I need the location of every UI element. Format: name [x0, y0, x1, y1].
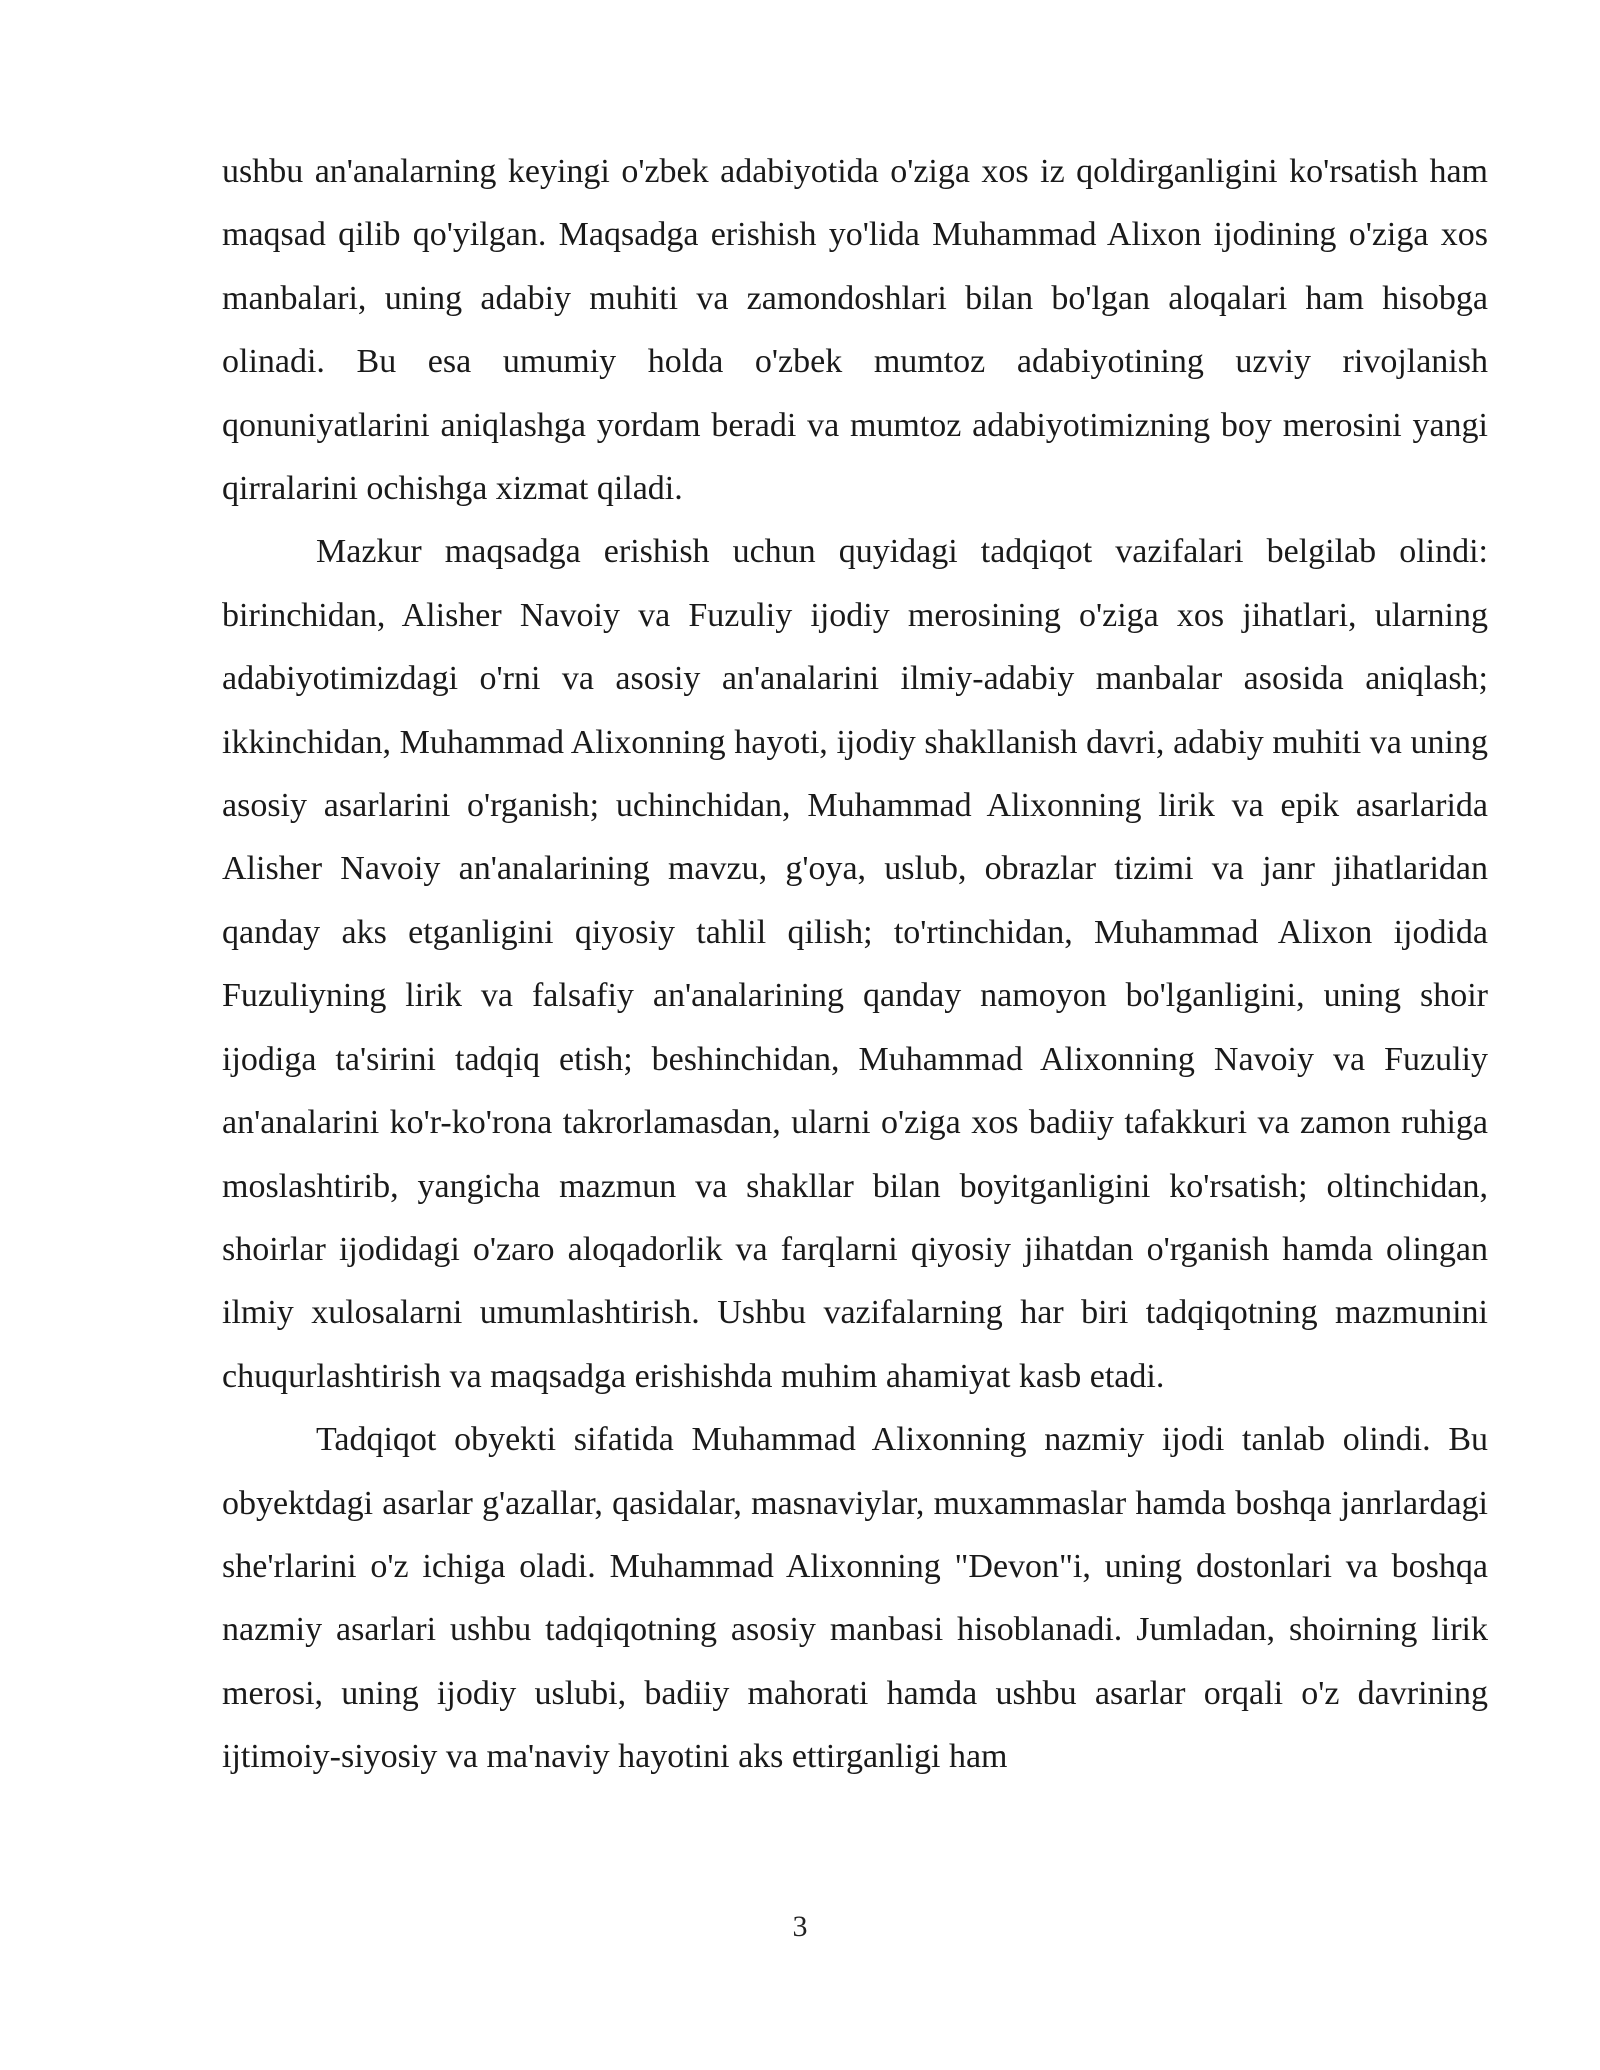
body-text — [222, 140, 1488, 1789]
paragraph-2: Mazkur maqsadga erishish uchun quyidagi tadqiqot vazifalari belgilab olindi: birinchidan, Alisher Navoiy va Fuzuliy ijodiy merosining o'ziga xos jihatlari, ularning adabiyotimizdagi o'rni va asosiy an'analarini ilmiy-adabiy manbalar asosida aniqlash; ikkinchidan, Muhammad Alixonning hayoti, ijodiy shakllanish davri, adabiy muhiti va uning asosiy asarlarini o'rganish; uchinchidan, Muhammad Alixonning lirik va epik asarlarida Alisher Navoiy an'analarining mavzu, g'oya, uslub, obrazlar tizimi va janr jihatlaridan qanday aks etganligini qiyosiy tahlil qilish; to'rtinchidan, Muhammad Alixon ijodida Fuzuliyning lirik va falsafiy an'analarining qanday namoyon bo'lganligini, uning shoir ijodiga ta'sirini tadqiq etish; beshinchidan, Muhammad Alixonning Navoiy va Fuzuliy an'analarini ko'r-ko'rona takrorlamasdan, ularni o'ziga xos badiiy tafakkuri va zamon ruhiga moslashtirib, yangicha mazmun va shakllar bilan boyitganligini ko'rsatish; oltinchidan, shoirlar ijodidagi o'zaro aloqadorlik va farqlarni qiyosiy jihatdan o'rganish hamda olingan ilmiy xulosalarni umumlashtirish. Ushbu vazifalarning har biri tadqiqotning mazmunini chuqurlashtirish va maqsadga erishishda muhim ahamiyat kasb etadi. — [222, 533, 1488, 1395]
paragraph-1: ushbu an'analarning keyingi o'zbek adabiyotida o'ziga xos iz qoldirganligini ko'rsatish ham maqsad qilib qo'yilgan. Maqsadga erishish yo'lida Muhammad Alixon ijodining o'ziga xos manbalari, uning adabiy muhiti va zamondoshlari bilan bo'lgan aloqalari ham hisobga olinadi. Bu esa umumiy holda o'zbek mumtoz adabiyotining uzviy rivojlanish qonuniyatlarini aniqlashga yordam beradi va mumtoz adabiyotimizning boy merosini yangi qirralarini ochishga xizmat qiladi. — [222, 153, 1488, 508]
page-number: 3 — [792, 1910, 808, 1943]
paragraph-3: Tadqiqot obyekti sifatida Muhammad Alixonning nazmiy ijodi tanlab olindi. Bu obyektdagi asarlar g'azallar, qasidalar, masnaviylar, muxammaslar hamda boshqa janrlardagi she'rlarini o'z ichiga oladi. Muhammad Alixonning "Devon"i, uning dostonlari va boshqa nazmiy asarlari ushbu tadqiqotning asosiy manbasi hisoblanadi. Jumladan, shoirning lirik merosi, uning ijodiy uslubi, badiiy mahorati hamda ushbu asarlar orqali o'z davrining ijtimoiy-siyosiy va ma'naviy hayotini aks ettirganligi ham — [222, 1421, 1488, 1776]
